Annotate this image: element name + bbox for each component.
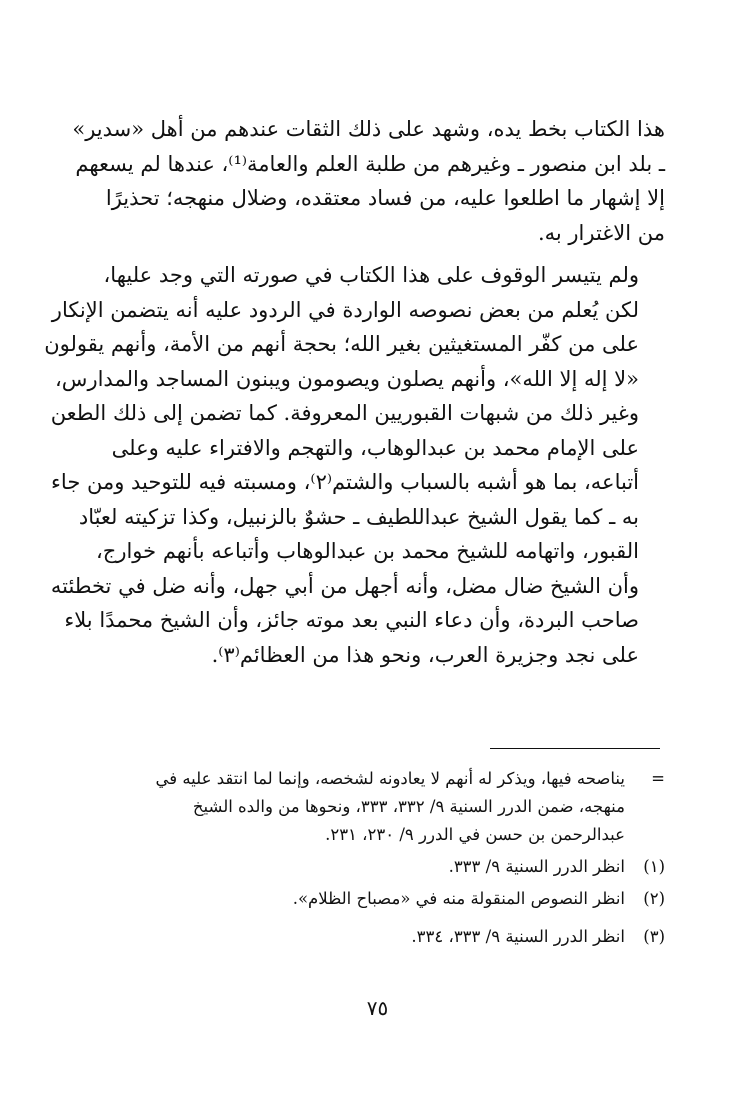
- main-text: [44, 112, 665, 672]
- footnote-text: انظر الدرر السنية ٩/ ٣٣٣، ٣٣٤.: [411, 927, 625, 946]
- footnote-line: منهجه، ضمن الدرر السنية ٩/ ٣٣٢، ٣٣٣، ونحوها من والده الشيخ: [192, 797, 625, 816]
- text-line: ـ بلد ابن منصور ـ وغيرهم من طلبة العلم والعامة⁽¹⁾، عندها لم يسعهم: [75, 151, 665, 176]
- text-line: به ـ كما يقول الشيخ عبداللطيف ـ حشوٌ بالزنبيل، وكذا تزكيته لعبّاد: [78, 504, 639, 529]
- footnote-line: عبدالرحمن بن حسن في الدرر ٩/ ٢٣٠، ٢٣١.: [325, 825, 625, 844]
- text-line: «لا إله إلا الله»، وأنهم يصلون ويصومون ويبنون المساجد والمدارس،: [55, 366, 639, 391]
- footnote-separator: [490, 748, 660, 749]
- text-line: صاحب البردة، وأن دعاء النبي بعد موته جائز، وأن الشيخ محمدًا بلاء: [64, 608, 639, 632]
- text-line: من الاغترار به.: [537, 220, 665, 245]
- text-line: وغير ذلك من شبهات القبوريين المعروفة. كما تضمن إلى ذلك الطعن: [50, 401, 639, 425]
- text-line: هذا الكتاب بخط يده، وشهد على ذلك الثقات عندهم من أهل «سدير»: [72, 117, 665, 141]
- footnote-mark: =: [651, 769, 665, 788]
- text-line: إلا إشهار ما اطلعوا عليه، من فساد معتقده، وضلال منهجه؛ تحذيرًا: [105, 186, 665, 210]
- text-line: ولم يتيسر الوقوف على هذا الكتاب في صورته التي وجد عليها،: [103, 263, 639, 287]
- paragraph-2: [44, 258, 665, 672]
- text-line: وأن الشيخ ضال مضل، وأنه أجهل من أبي جهل، وأنه ضل في تخطئته: [50, 573, 639, 598]
- text-line: لكن يُعلم من بعض نصوصه الواردة في الردود عليه أنه يتضمن الإنكار: [51, 297, 639, 322]
- footnote-mark: (٢): [643, 889, 665, 908]
- footnotes: [80, 765, 665, 951]
- footnote-body: [80, 765, 625, 849]
- footnote-line: يناصحه فيها، ويذكر له أنهم لا يعادونه لشخصه، وإنما لما انتقد عليه في: [155, 769, 625, 788]
- footnote-continuation: [80, 765, 665, 849]
- text-line: أتباعه، بما هو أشبه بالسباب والشتم⁽٢⁾، ومسبته فيه للتوحيد ومن جاء: [51, 470, 639, 494]
- text-line: على من كفّر المستغيثين بغير الله؛ بحجة أنهم من الأمة، وأنهم يقولون: [44, 332, 639, 356]
- footnote-mark: (٣): [643, 927, 665, 946]
- text-line: على الإمام محمد بن عبدالوهاب، والتهجم والافتراء عليه وعلى: [111, 435, 639, 460]
- footnote-3: [80, 923, 665, 951]
- footnote-2: [80, 885, 665, 913]
- page-number: ٧٥: [366, 996, 389, 1020]
- footnote-text: انظر الدرر السنية ٩/ ٣٣٣.: [448, 857, 625, 876]
- paragraph-1: [72, 112, 665, 250]
- text-line: على نجد وجزيرة العرب، ونحو هذا من العظائم⁽٣⁾.: [211, 642, 639, 667]
- footnote-text: انظر النصوص المنقولة منه في «مصباح الظلام».: [292, 889, 625, 908]
- text-line: القبور، واتهامه للشيخ محمد بن عبدالوهاب وأتباعه بأنهم خوارج،: [96, 539, 639, 563]
- footnote-mark: (١): [643, 857, 665, 876]
- footnote-1: [80, 853, 665, 881]
